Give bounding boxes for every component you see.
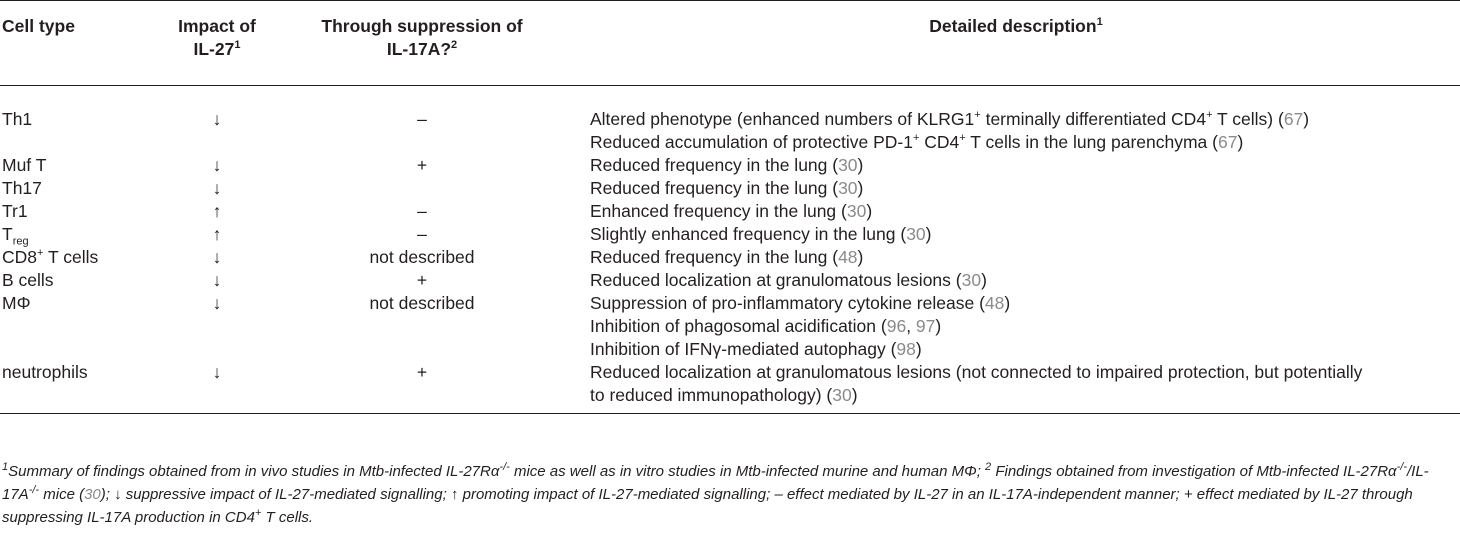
header-detail [572, 1, 1460, 86]
header-cell-type-label: Cell type [2, 16, 75, 36]
superscript: + [974, 109, 981, 122]
impact-arrow: ↓ [212, 247, 222, 267]
cell-type: Th17 [2, 178, 42, 198]
through-suppression: + [272, 361, 572, 414]
superscript: + [254, 507, 262, 519]
cell-type-text: CD8 [2, 247, 38, 267]
reference-link[interactable]: 30 [846, 201, 867, 221]
header-impact-line1: Impact of [178, 16, 256, 36]
description-text: Suppression of pro-inflammatory cytokine release ( [590, 293, 985, 313]
description-text: Enhanced frequency in the lung ( [590, 201, 847, 221]
description-text: Reduced localization at granulomatous lesions ( [590, 270, 962, 290]
header-through-footnote-mark: 2 [451, 39, 458, 52]
description-text: T cells) ( [1212, 109, 1284, 129]
cell-type: Tr1 [2, 201, 28, 221]
description-text: Altered phenotype (enhanced numbers of KLRG1 [590, 109, 975, 129]
impact-arrow: ↓ [212, 293, 222, 313]
detail-description [572, 246, 1460, 269]
reference-link[interactable]: 30 [832, 385, 852, 405]
superscript: + [37, 247, 44, 260]
reference-link[interactable]: 67 [1217, 132, 1238, 152]
reference-link[interactable]: 30 [961, 270, 982, 290]
footnote-text: mice as well as in vitro studies in Mtb-infected murine and human MΦ; [509, 463, 986, 480]
cell-type: Muf T [2, 155, 47, 175]
description-line [590, 384, 1460, 407]
header-impact [162, 1, 272, 86]
description-text: ) [925, 224, 932, 244]
footnote-text: Summary of findings obtained from in vivo studies in Mtb-infected IL-27Rα [8, 463, 500, 480]
table-row [0, 246, 1460, 269]
impact-arrow: ↓ [162, 361, 272, 414]
detail-description [572, 200, 1460, 223]
description-text: Reduced frequency in the lung ( [590, 155, 839, 175]
detail-description [572, 223, 1460, 246]
description-text: ) [1303, 109, 1310, 129]
description-line: Reduced localization at granulomatous lesions (not connected to impaired protection, but potentially [590, 362, 1363, 382]
table-row [0, 223, 1460, 246]
through-suppression: – [417, 109, 427, 129]
description-text: , [906, 316, 916, 336]
table-row [0, 200, 1460, 223]
cell-type: B cells [2, 270, 54, 290]
table-row [0, 269, 1460, 292]
header-through-line1: Through suppression of [321, 16, 523, 36]
reference-link[interactable]: 30 [838, 155, 858, 175]
cell-type: MΦ [2, 293, 31, 313]
description-text: Slightly enhanced frequency in the lung ( [590, 224, 907, 244]
reference-link[interactable]: 67 [1283, 109, 1304, 129]
impact-arrow: ↓ [212, 155, 222, 175]
cell-type: neutrophils [0, 361, 162, 414]
description-text: ) [851, 385, 858, 405]
reference-link[interactable]: 98 [896, 339, 916, 359]
footnote-text: T cells. [261, 509, 314, 526]
description-text: to reduced immunopathology) ( [590, 385, 833, 405]
header-through [272, 1, 572, 86]
through-suppression: not described [369, 293, 475, 313]
superscript: -/- [1396, 461, 1407, 473]
header-row [0, 1, 1460, 86]
through-suppression: + [416, 270, 428, 290]
reference-link[interactable]: 30 [906, 224, 926, 244]
header-impact-footnote-mark: 1 [234, 39, 241, 52]
through-suppression: not described [369, 247, 475, 267]
subscript: reg [12, 235, 29, 248]
description-text: terminally differentiated CD4 [980, 109, 1207, 129]
description-text: ) [1237, 132, 1244, 152]
table-row [0, 361, 1460, 414]
header-detail-label: Detailed description [929, 16, 1097, 36]
description-text: ) [935, 316, 942, 336]
header-detail-footnote-mark: 1 [1096, 16, 1103, 29]
description-text: ) [981, 270, 987, 290]
footnote-mark: 2 [985, 461, 992, 473]
through-suppression: – [417, 201, 427, 221]
detail-description [572, 86, 1460, 155]
description-line [590, 315, 1460, 338]
reference-link[interactable]: 97 [915, 316, 936, 336]
cell-type-text: T [2, 224, 13, 244]
superscript: + [959, 132, 966, 145]
detail-description [572, 292, 1460, 361]
description-text: CD4 [919, 132, 960, 152]
superscript: -/- [28, 484, 40, 496]
impact-arrow: ↑ [212, 224, 222, 244]
description-text: ) [857, 247, 864, 267]
header-through-line2: IL-17A? [386, 39, 452, 59]
impact-arrow: ↑ [212, 201, 222, 221]
description-line [590, 108, 1460, 131]
reference-link[interactable]: 48 [984, 293, 1005, 313]
description-text: ) [1004, 293, 1011, 313]
description-line [590, 338, 1460, 361]
description-text: ) [915, 339, 922, 359]
footnote-text: /IL-17A [2, 463, 1429, 503]
through-suppression: – [417, 224, 427, 244]
header-impact-line2: IL-27 [193, 39, 235, 59]
detail-description [572, 269, 1460, 292]
detail-description [572, 361, 1460, 414]
table-footnote [2, 460, 1454, 529]
superscript: + [912, 132, 920, 145]
reference-link[interactable]: 48 [838, 247, 858, 267]
description-line [590, 292, 1460, 315]
detail-description [572, 154, 1460, 177]
impact-arrow: ↓ [212, 270, 222, 290]
footnote-text: ); ↓ suppressive impact of IL-27-mediated signalling; ↑ promoting impact of IL-27-mediated signalling; – effect mediated by IL-27 in an IL-17A-independent manner; + effect mediated by IL-27 through suppressing IL-17A production in CD4 [2, 486, 1413, 526]
description-text: Reduced frequency in the lung ( [590, 178, 839, 198]
table-row [0, 86, 1460, 155]
description-text: Reduced frequency in the lung ( [590, 247, 839, 267]
description-text: Inhibition of phagosomal acidification ( [590, 316, 887, 336]
header-cell-type [0, 1, 162, 86]
reference-link[interactable]: 96 [886, 316, 907, 336]
footnote-text: mice ( [39, 486, 85, 503]
superscript: -/- [499, 461, 510, 473]
cell-type [0, 223, 162, 246]
description-text: ) [857, 178, 864, 198]
cell-type: Th1 [2, 109, 33, 129]
description-text: T cells in the lung parenchyma ( [965, 132, 1218, 152]
description-text: ) [857, 155, 864, 175]
description-line [590, 131, 1460, 154]
description-text: Reduced accumulation of protective PD-1 [590, 132, 913, 152]
cell-type [0, 246, 162, 269]
superscript: + [1206, 109, 1213, 122]
cell-type-text: T cells [43, 247, 99, 267]
through-suppression: + [416, 155, 428, 175]
reference-link[interactable]: 30 [84, 486, 101, 503]
footnote-mark: 1 [2, 461, 9, 473]
through-suppression [272, 177, 572, 200]
footnote-text: Findings obtained from investigation of Mtb-infected IL-27Rα [991, 463, 1397, 480]
impact-arrow: ↓ [212, 178, 222, 198]
table-row [0, 154, 1460, 177]
impact-arrow: ↓ [212, 109, 222, 129]
reference-link[interactable]: 30 [838, 178, 858, 198]
table-row [0, 292, 1460, 361]
detail-description [572, 177, 1460, 200]
description-text: Inhibition of IFNγ-mediated autophagy ( [590, 339, 897, 359]
description-text: ) [866, 201, 873, 221]
table-row [0, 177, 1460, 200]
